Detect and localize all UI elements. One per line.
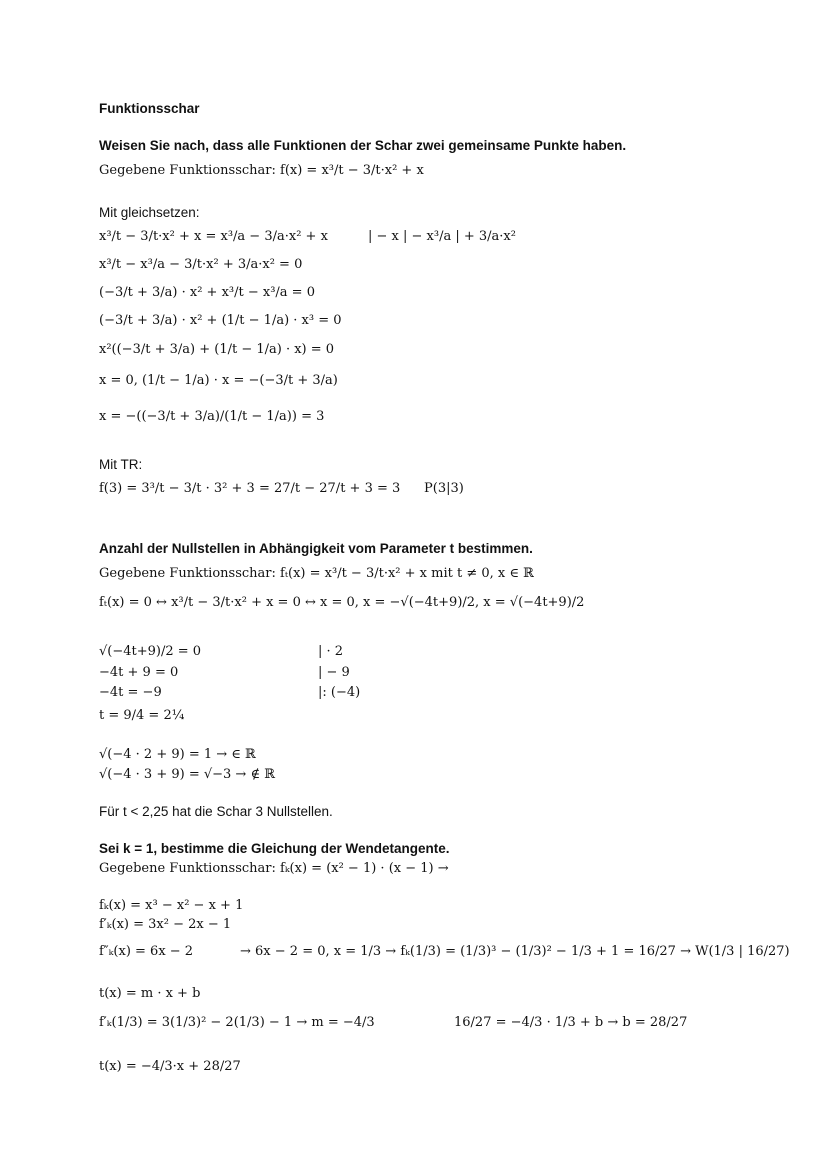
function-value-calculation: f(3) = 3³/t − 3/t · 3² + 3 = 27/t − 27/t + 3 = 3 [99,481,401,496]
equation-line: x = −((−3/t + 3/a)/(1/t − 1/a)) = 3 [99,409,325,424]
task-3-given: Gegebene Funktionsschar: fₖ(x) = (x² − 1) · (x − 1) → [99,861,449,876]
second-derivative: f″ₖ(x) = 6x − 2 [99,944,194,959]
tangent-general: t(x) = m · x + b [99,986,201,1001]
function-expanded: fₖ(x) = x³ − x² − x + 1 [99,898,244,913]
intercept-calculation: 16/27 = −4/3 · 1/3 + b → b = 28/27 [454,1015,688,1030]
equation-line: (−3/t + 3/a) · x² + x³/t − x³/a = 0 [99,285,315,300]
operation-note: |: (−4) [318,685,361,700]
task-1-given: Gegebene Funktionsschar: f(x) = x³/t − 3/t·x² + x [99,163,424,178]
zeros-equation: fₜ(x) = 0 ↔ x³/t − 3/t·x² + x = 0 ↔ x = 0, x = −√(−4t+9)/2, x = √(−4t+9)/2 [99,595,585,610]
first-derivative: f′ₖ(x) = 3x² − 2x − 1 [99,917,232,932]
equation-line: t = 9/4 = 2¼ [99,708,185,723]
equation-line: x³/t − 3/t·x² + x = x³/a − 3/a·x² + x [99,229,328,244]
operation-note: | · 2 [318,644,344,659]
task-2-heading: Anzahl der Nullstellen in Abhängigkeit vom Parameter t bestimmen. [99,541,533,556]
equation-line: x³/t − x³/a − 3/t·x² + 3/a·x² = 0 [99,257,303,272]
equation-line: (−3/t + 3/a) · x² + (1/t − 1/a) · x³ = 0 [99,313,342,328]
equate-label: Mit gleichsetzen: [99,205,200,220]
operations-note: | − x | − x³/a | + 3/a·x² [368,229,516,244]
common-point: P(3|3) [424,481,464,496]
equation-line: −4t + 9 = 0 [99,665,179,680]
tangent-result: t(x) = −4/3·x + 28/27 [99,1059,241,1074]
equation-line: x²((−3/t + 3/a) + (1/t − 1/a) · x) = 0 [99,342,335,357]
equation-line: x = 0, (1/t − 1/a) · x = −(−3/t + 3/a) [99,373,338,388]
task-3-heading: Sei k = 1, bestimme die Gleichung der Wendetangente. [99,841,450,856]
equation-line: −4t = −9 [99,685,162,700]
operation-note: | − 9 [318,665,350,680]
slope-calculation: f′ₖ(1/3) = 3(1/3)² − 2(1/3) − 1 → m = −4/3 [99,1015,375,1030]
check-line: √(−4 · 3 + 9) = √−3 → ∉ ℝ [99,767,276,782]
task-2-given: Gegebene Funktionsschar: fₜ(x) = x³/t − 3/t·x² + x mit t ≠ 0, x ∈ ℝ [99,566,534,581]
conclusion: Für t < 2,25 hat die Schar 3 Nullstellen. [99,804,333,819]
inflection-point-calculation: → 6x − 2 = 0, x = 1/3 → fₖ(1/3) = (1/3)³ − (1/3)² − 1/3 + 1 = 16/27 → W(1/3 | 16/27) [240,944,790,959]
check-line: √(−4 · 2 + 9) = 1 → ∈ ℝ [99,747,256,762]
page-title: Funktionsschar [99,101,200,116]
task-1-heading: Weisen Sie nach, dass alle Funktionen der Schar zwei gemeinsame Punkte haben. [99,138,627,153]
tr-label: Mit TR: [99,457,143,472]
equation-line: √(−4t+9)/2 = 0 [99,644,202,659]
